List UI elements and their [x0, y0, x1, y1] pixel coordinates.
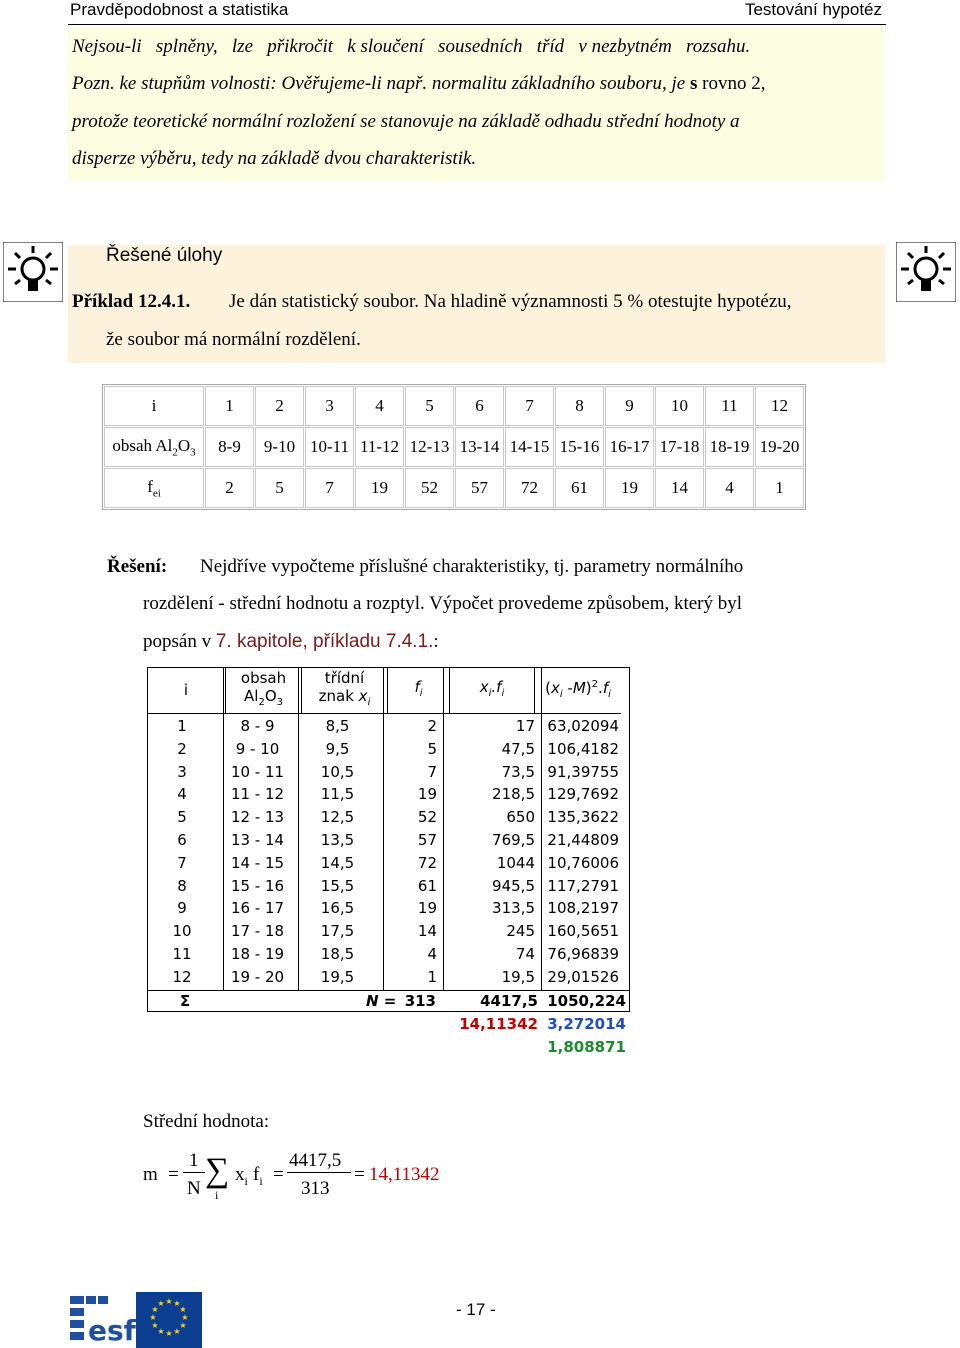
table-cell: 91,39755: [547, 762, 619, 781]
table-cell: 72: [417, 853, 437, 872]
table-cell: 1: [177, 717, 187, 735]
sum-var: 1050,224: [547, 992, 626, 1010]
table-cell: 12 - 13: [230, 808, 285, 827]
table-cell: 2: [177, 739, 187, 758]
table-cell: 117,2791: [547, 876, 619, 895]
svg-text:★: ★: [165, 1297, 173, 1306]
svg-text:★: ★: [173, 1327, 181, 1336]
table-cell: 4: [355, 386, 404, 426]
table-cell: 16-17: [605, 427, 654, 467]
table-cell: 8: [555, 386, 604, 426]
sum-symbol: Σ: [180, 992, 191, 1010]
table-cell: 61: [555, 468, 604, 508]
note-line-1: Nejsou-li splněny, lze přikročit k sloučení sousedních tříd v nezbytném rozsahu.: [72, 36, 751, 57]
column-divider: [541, 667, 542, 990]
svg-text:★: ★: [151, 1321, 159, 1330]
column-header: $f_i$: [388, 667, 450, 714]
eu-flag-icon: [136, 1292, 202, 1348]
table-cell: 52: [417, 808, 437, 827]
table-row: [147, 899, 630, 921]
table-cell: 945,5: [492, 876, 535, 895]
solution-text-3: popsán v 7. kapitole, příkladu 7.4.1.:: [143, 631, 439, 652]
lightbulb-icon: [896, 242, 956, 302]
table-cell: 12,5: [320, 808, 355, 827]
table-cell: 3: [177, 762, 187, 781]
table-row: [147, 717, 630, 739]
table-cell: 160,5651: [547, 922, 619, 941]
table-cell: 14: [655, 468, 704, 508]
n-value: 313: [404, 992, 436, 1010]
table-cell: 769,5: [492, 831, 535, 849]
table-cell: 8 - 9: [240, 717, 275, 735]
table-cell: 16 - 17: [230, 899, 285, 918]
std-value: 1,808871: [547, 1038, 626, 1056]
table-cell: 19,5: [501, 967, 535, 986]
solution-text-1: Nejdříve vypočteme příslušné charakteristiky, tj. parametry normálního: [200, 556, 744, 577]
table-row: [147, 763, 630, 785]
table-cell: 650: [506, 808, 535, 827]
table-cell: 9-10: [255, 427, 304, 467]
table-cell: 52: [405, 468, 454, 508]
table-cell: i: [104, 386, 204, 426]
table-cell: 61: [417, 876, 437, 895]
table-row: [147, 785, 630, 807]
table-cell: 19 - 20: [230, 967, 285, 986]
table-cell: 7: [505, 386, 554, 426]
svg-text:★: ★: [173, 1299, 181, 1308]
table-cell: 11 - 12: [230, 785, 285, 804]
column-header: třídní znak $x_i$: [302, 667, 388, 714]
table-cell: 18,5: [320, 945, 355, 963]
table-cell: 9 - 10: [235, 739, 280, 758]
table-cell: 3: [305, 386, 354, 426]
table-cell: 13 - 14: [230, 831, 285, 849]
example-text-2: že soubor má normální rozdělení.: [106, 329, 361, 350]
svg-text:★: ★: [179, 1305, 187, 1314]
table-cell: 19-20: [755, 427, 804, 467]
table-row: [147, 808, 630, 830]
table-cell: 1044: [496, 853, 535, 872]
table-cell: 57: [417, 831, 437, 849]
table-row: [104, 427, 804, 467]
table-cell: 10,76006: [547, 853, 619, 872]
table-cell: 57: [455, 468, 504, 508]
table-row: [147, 968, 630, 990]
sum-rule: [147, 990, 630, 991]
table-cell: 135,3622: [547, 808, 619, 827]
table-cell: 11-12: [355, 427, 404, 467]
table-cell: 10: [655, 386, 704, 426]
table-cell: 13-14: [455, 427, 504, 467]
table-cell: $f_{ei}$: [104, 468, 204, 508]
table-cell: 14: [417, 922, 437, 941]
table-cell: 4: [705, 468, 754, 508]
table-cell: 19,5: [320, 967, 355, 986]
table-cell: 14-15: [505, 427, 554, 467]
table-cell: 8-9: [205, 427, 254, 467]
svg-text:★: ★: [179, 1321, 187, 1330]
table-cell: 2: [255, 386, 304, 426]
table-cell: 108,2197: [547, 899, 619, 918]
column-header: $x_i.f_i$: [450, 667, 535, 714]
table-cell: 313,5: [492, 899, 535, 918]
table-cell: 14 - 15: [230, 853, 285, 872]
table-cell: 73,5: [501, 762, 535, 781]
note-line-4: disperze výběru, tedy na základě dvou charakteristik.: [72, 148, 477, 169]
table-cell: obsah $Al_2O_3$: [104, 427, 204, 467]
table-cell: 7: [427, 762, 437, 781]
table-row: [104, 386, 804, 426]
svg-text:★: ★: [165, 1329, 173, 1338]
table-cell: 47,5: [501, 739, 535, 758]
table-cell: 11,5: [320, 785, 355, 804]
table-cell: 10 - 11: [230, 762, 285, 781]
column-divider: [298, 667, 299, 990]
column-header: obsah $Al_2O_3$: [226, 667, 302, 714]
header-right: Testování hypotéz: [744, 0, 882, 19]
table-cell: 7: [305, 468, 354, 508]
variance-value: 3,272014: [547, 1015, 626, 1033]
mean-label: Střední hodnota:: [143, 1111, 270, 1132]
table-row: [147, 831, 630, 853]
table-cell: 5: [177, 808, 187, 827]
column-divider: [383, 667, 384, 990]
table-cell: 10: [172, 922, 192, 941]
table-row: [147, 922, 630, 944]
example-heading: Řešené úlohy: [106, 245, 223, 266]
table-cell: 10-11: [305, 427, 354, 467]
solution-label: Řešení:: [107, 556, 168, 577]
table-cell: 76,96839: [547, 945, 619, 963]
table-cell: 15-16: [555, 427, 604, 467]
table-cell: 19: [605, 468, 654, 508]
column-header: ($x_i$ $-M)^2.f_i$: [535, 667, 622, 714]
table-row: [147, 854, 630, 876]
table-cell: 18 - 19: [230, 945, 285, 963]
table-cell: 1: [755, 468, 804, 508]
table-cell: 129,7692: [547, 785, 619, 804]
solution-text-2: rozdělení - střední hodnotu a rozptyl. Výpočet provedeme způsobem, který byl: [143, 593, 743, 614]
table-cell: 5: [427, 739, 437, 758]
table-cell: 18-19: [705, 427, 754, 467]
table-cell: 21,44809: [547, 831, 619, 849]
table-cell: 15,5: [320, 876, 355, 895]
table-cell: 12-13: [405, 427, 454, 467]
table-cell: 8,5: [325, 717, 350, 735]
table-cell: 17: [515, 717, 535, 735]
svg-text:★: ★: [149, 1313, 157, 1322]
table-cell: 19: [355, 468, 404, 508]
mean-formula: m = 1 N ∑ i $x_i$ $f_i$ = 4417,5 313 = 14,11342: [143, 1150, 440, 1202]
table-cell: 15 - 16: [230, 876, 285, 895]
svg-text:★: ★: [151, 1305, 159, 1314]
table-cell: 5: [405, 386, 454, 426]
table-cell: 5: [255, 468, 304, 508]
table-cell: 245: [506, 922, 535, 941]
table-cell: 17 - 18: [230, 922, 285, 941]
svg-text:★: ★: [181, 1313, 189, 1322]
table-row: [147, 877, 630, 899]
column-divider: [223, 667, 224, 990]
table-cell: 1: [205, 386, 254, 426]
table-cell: 218,5: [492, 785, 535, 804]
table-cell: 2: [427, 717, 437, 735]
lightbulb-icon: [3, 242, 63, 302]
table-cell: 12: [172, 967, 192, 986]
table-cell: 2: [205, 468, 254, 508]
table-cell: 9,5: [325, 739, 350, 758]
sum-xf: 4417,5: [480, 992, 538, 1010]
header-rule: [68, 24, 886, 25]
table-cell: 6: [177, 831, 187, 849]
table-cell: 8: [177, 876, 187, 895]
table-header-row: [147, 667, 621, 714]
table-cell: 9: [177, 899, 187, 918]
svg-text:esf: esf: [88, 1314, 136, 1347]
table-cell: 1: [427, 967, 437, 986]
table-cell: 10,5: [320, 762, 355, 781]
svg-text:★: ★: [157, 1299, 165, 1308]
mean-value: 14,11342: [459, 1015, 538, 1033]
table-cell: 11: [172, 945, 192, 963]
table-cell: 12: [755, 386, 804, 426]
table-cell: 14,5: [320, 853, 355, 872]
table-cell: 72: [505, 468, 554, 508]
table-row: [147, 945, 630, 967]
header-left: Pravděpodobnost a statistika: [70, 0, 289, 19]
example-label: Příklad 12.4.1.: [72, 291, 191, 312]
table-cell: 4: [427, 945, 437, 963]
table-cell: 9: [605, 386, 654, 426]
column-divider: [443, 667, 444, 990]
table-cell: 106,4182: [547, 739, 619, 758]
note-line-3: protože teoretické normální rozložení se stanovuje na základě odhadu střední hodnoty a: [72, 111, 740, 132]
note-line-2: Pozn. ke stupňům volnosti: Ověřujeme-li např. normalitu základního souboru, je s rovno 2,: [72, 73, 766, 94]
table-cell: 13,5: [320, 831, 355, 849]
spreadsheet-table: [147, 667, 621, 714]
table-cell: 11: [705, 386, 754, 426]
chapter-link[interactable]: 7. kapitole, příkladu 7.4.1.: [215, 631, 434, 652]
table-cell: 19: [417, 785, 437, 804]
svg-text:★: ★: [157, 1327, 165, 1336]
page-number: - 17 -: [456, 1300, 496, 1319]
table-cell: 16,5: [320, 899, 355, 918]
table-cell: 29,01526: [547, 967, 619, 986]
table-cell: 63,02094: [547, 717, 619, 735]
n-label: N =: [366, 992, 397, 1010]
example-text-1: Je dán statistický soubor. Na hladině významnosti 5 % otestujte hypotézu,: [229, 291, 792, 312]
table-cell: 74: [515, 945, 535, 963]
table-row: [104, 468, 804, 508]
table-cell: 6: [455, 386, 504, 426]
table-cell: 19: [417, 899, 437, 918]
column-header: i: [147, 667, 226, 714]
esf-logo: [68, 1292, 136, 1348]
data-table: [102, 384, 806, 510]
table-row: [147, 740, 630, 762]
table-cell: 7: [177, 853, 187, 872]
table-cell: 17-18: [655, 427, 704, 467]
table-cell: 17,5: [320, 922, 355, 941]
table-cell: 4: [177, 785, 187, 804]
